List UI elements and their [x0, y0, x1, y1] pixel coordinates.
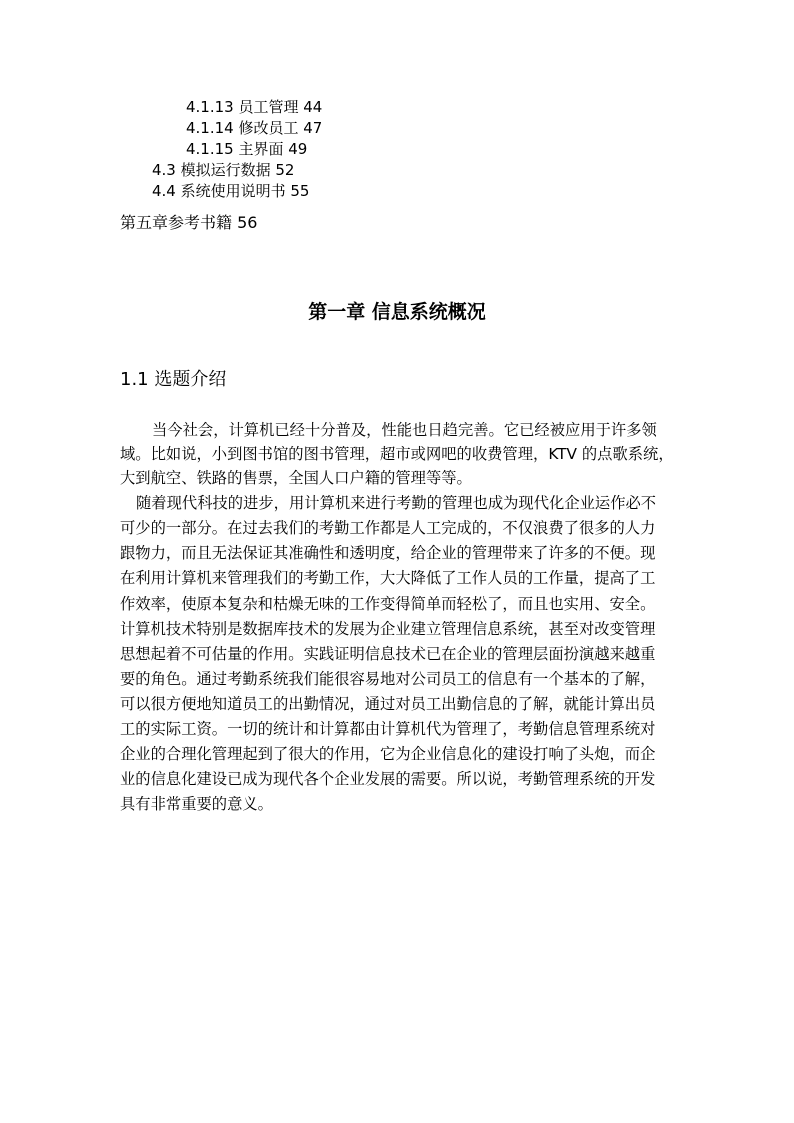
body-line: 域。比如说，小到图书馆的图书管理，超市或网吧的收费管理，KTV 的点歌系统， — [120, 445, 674, 463]
toc-item: 4.3 模拟运行数据 52 — [152, 161, 295, 179]
chapter-title: 第一章 信息系统概况 — [308, 301, 486, 323]
toc-item: 第五章参考书籍 56 — [120, 213, 258, 232]
toc-item: 4.1.13 员工管理 44 — [186, 98, 323, 116]
body-line: 工的实际工资。一切的统计和计算都由计算机代为管理了，考勤信息管理系统对 — [120, 720, 656, 738]
toc-item: 4.4 系统使用说明书 55 — [152, 182, 310, 200]
body-line: 可少的一部分。在过去我们的考勤工作都是人工完成的，不仅浪费了很多的人力 — [120, 519, 656, 537]
body-line: 思想起着不可估量的作用。实践证明信息技术已在企业的管理层面扮演越来越重 — [120, 645, 656, 663]
body-line: 具有非常重要的意义。 — [120, 795, 273, 813]
body-line: 计算机技术特别是数据库技术的发展为企业建立管理信息系统，甚至对改变管理 — [120, 620, 656, 638]
body-line: 企业的合理化管理起到了很大的作用，它为企业信息化的建设打响了头炮，而企 — [120, 745, 656, 763]
body-line: 当今社会，计算机已经十分普及，性能也日趋完善。它已经被应用于许多领 — [152, 421, 657, 439]
section-title: 1.1 选题介绍 — [120, 369, 227, 390]
toc-item: 4.1.15 主界面 49 — [186, 140, 308, 158]
body-line: 随着现代科技的进步，用计算机来进行考勤的管理也成为现代化企业运作必不 — [136, 494, 657, 512]
body-line: 大到航空、铁路的售票，全国人口户籍的管理等等。 — [120, 469, 472, 487]
body-line: 跟物力，而且无法保证其准确性和透明度，给企业的管理带来了许多的不便。现 — [120, 544, 656, 562]
toc-item: 4.1.14 修改员工 47 — [186, 119, 323, 137]
body-line: 业的信息化建设已成为现代各个企业发展的需要。所以说，考勤管理系统的开发 — [120, 770, 656, 788]
body-line: 要的角色。通过考勤系统我们能很容易地对公司员工的信息有一个基本的了解， — [120, 670, 656, 688]
body-line: 在利用计算机来管理我们的考勤工作，大大降低了工作人员的工作量，提高了工 — [120, 569, 656, 587]
body-line: 作效率，使原本复杂和枯燥无味的工作变得简单而轻松了，而且也实用、安全。 — [120, 595, 656, 613]
body-line: 可以很方便地知道员工的出勤情况，通过对员工出勤信息的了解，就能计算出员 — [120, 695, 656, 713]
